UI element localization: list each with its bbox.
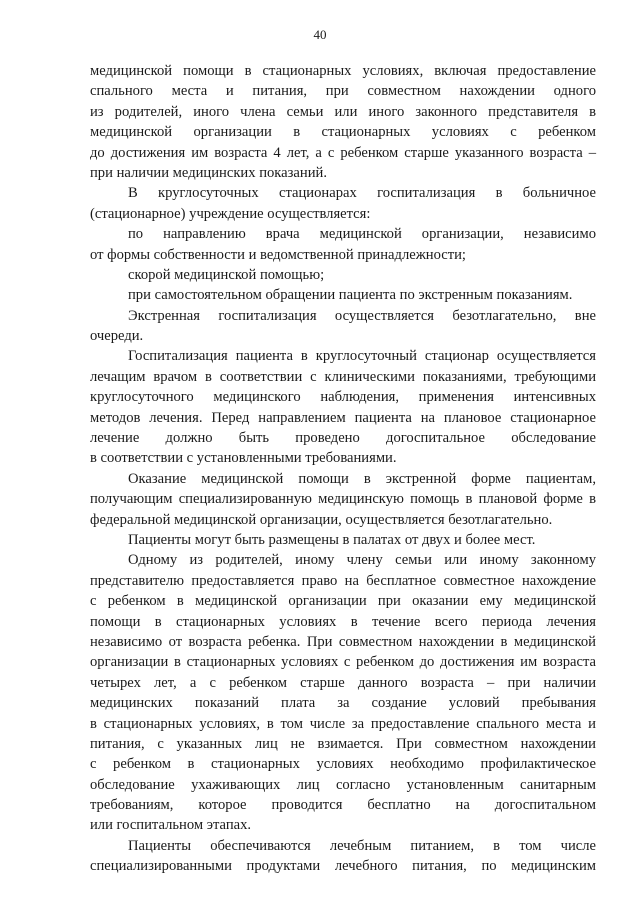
text-line: независимо от возраста ребенка. При совместном нахождении в медицинской [90, 633, 596, 650]
text-line: требованиям, которое проводится бесплатно на догоспитальном [90, 797, 596, 814]
text-line: скорой медицинской помощью; [128, 266, 325, 283]
text-line: лечение должно быть проведено догоспитальное обследование [90, 430, 596, 447]
text-line: обследование ухаживающих лиц согласно установленным санитарным [90, 776, 596, 793]
text-line: при самостоятельном обращении пациента по экстренным показаниям. [128, 287, 573, 304]
text-line: методов лечения. Перед направлением пациента на плановое стационарное [90, 409, 596, 426]
text-line: специализированными продуктами лечебного питания, по медицинским [90, 858, 596, 875]
text-line: В круглосуточных стационарах госпитализация в больничное [128, 185, 596, 202]
text-line: в стационарных условиях, в том числе за предоставление спального места и [90, 715, 596, 732]
text-line: медицинской помощи в стационарных условиях, включая предоставление [90, 63, 596, 79]
text-line: лечащим врачом в соответствии с клиническими показаниями, требующими [90, 368, 596, 385]
text-line: по направлению врача медицинской организации, независимо [128, 226, 596, 243]
text-line: с ребенком в стационарных условиях необходимо профилактическое [90, 756, 596, 773]
text-line: Пациенты обеспечиваются лечебным питанием, в том числе [128, 837, 596, 854]
text-line: представителю предоставляется право на бесплатное совместное нахождение [90, 572, 596, 589]
text-line: с ребенком в медицинской организации при оказании ему медицинской [90, 593, 596, 610]
page-number: 40 [313, 27, 327, 42]
text-line: круглосуточного медицинского наблюдения, применения интенсивных [90, 389, 596, 406]
text-line: в соответствии с установленными требованиями. [90, 450, 397, 467]
text-line: федеральной медицинской организации, осуществляется безотлагательно. [90, 511, 553, 528]
text-line: от формы собственности и ведомственной принадлежности; [90, 246, 466, 263]
text-line: очереди. [90, 328, 144, 345]
text-line: Оказание медицинской помощи в экстренной форме пациентам, [128, 470, 596, 487]
text-line: Одному из родителей, иному члену семьи или иному законному [128, 552, 596, 569]
document-body [90, 61, 596, 877]
text-line: Пациенты могут быть размещены в палатах от двух и более мест. [128, 531, 536, 548]
text-line: медицинских показаний плата за создание условий пребывания [90, 695, 596, 712]
text-line: Госпитализация пациента в круглосуточный стационар осуществляется [128, 348, 596, 365]
text-line: при наличии медицинских показаний. [90, 164, 327, 181]
text-line: (стационарное) учреждение осуществляется: [90, 205, 371, 222]
text-line: организации в стационарных условиях с ребенком до достижения им возраста [90, 654, 596, 671]
text-line: или госпитальном этапах. [90, 817, 252, 834]
text-line: Экстренная госпитализация осуществляется безотлагательно, вне [128, 307, 596, 324]
text-line: медицинской организации в стационарных условиях с ребенком [90, 124, 596, 141]
text-line: четырех лет, а с ребенком старше данного возраста – при наличии [90, 674, 596, 691]
text-line: до достижения им возраста 4 лет, а с ребенком старше указанного возраста – [90, 144, 596, 161]
text-line: из родителей, иного члена семьи или иного законного представителя в [90, 103, 596, 120]
text-line: спального места и питания, при совместном нахождении одного [90, 83, 596, 100]
text-line: получающим специализированную медицинскую помощь в плановой форме в [90, 491, 596, 508]
text-line: помощи в стационарных условиях в течение всего периода лечения [90, 613, 596, 630]
text-line: питания, с указанных лиц не взимается. При совместном нахождении [90, 735, 596, 752]
